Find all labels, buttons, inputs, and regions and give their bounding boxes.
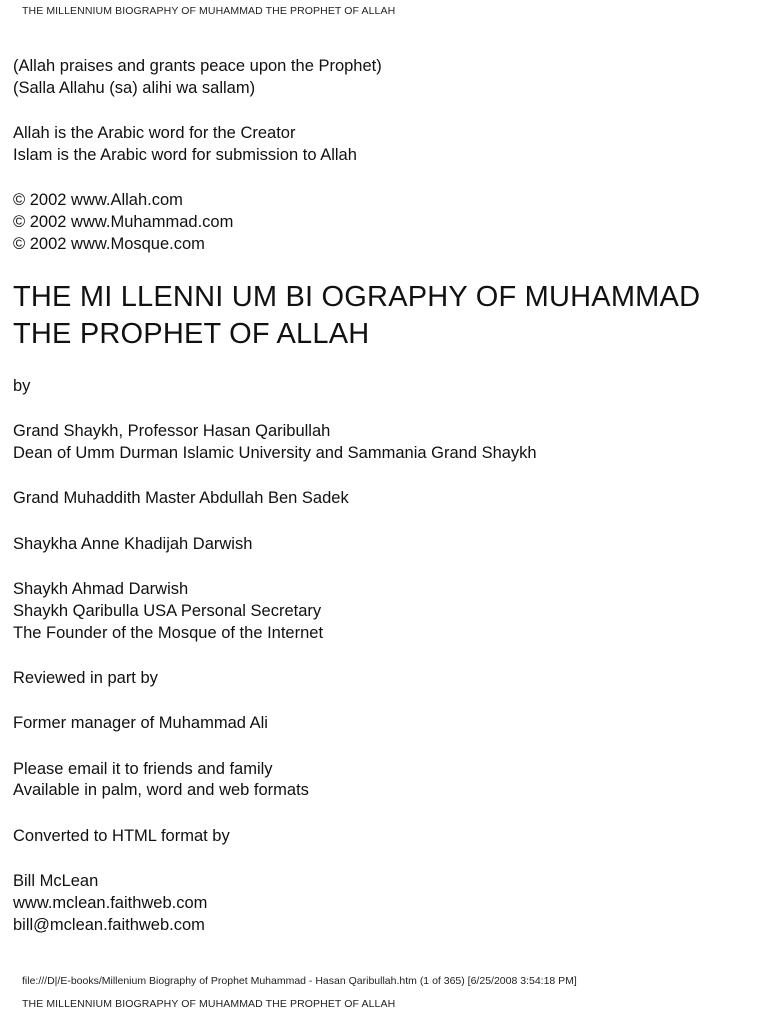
file-path-footer: file:///D|/E-books/Millenium Biography of Prophet Muhammad - Hasan Qaribullah.htm (1 of 365) [6/25/2008 3:54:18 PM] [22,975,577,987]
author-name: Grand Muhaddith Master Abdullah Ben Sadek [13,489,349,508]
author-block [13,421,758,465]
salutation-line: (Salla Allahu (sa) alihi wa sallam) [13,78,256,97]
definitions-block [13,123,758,167]
copyright-line: © 2002 www.Allah.com [13,191,183,210]
definition-line: Allah is the Arabic word for the Creator [13,124,296,143]
copyright-line: © 2002 www.Muhammad.com [13,212,234,231]
running-header: THE MILLENNIUM BIOGRAPHY OF MUHAMMAD THE PROPHET OF ALLAH [22,5,396,17]
salutation-line: (Allah praises and grants peace upon the Prophet) [13,57,382,75]
book-title-line: THE PROPHET OF ALLAH [13,317,370,350]
distribution-line: Available in palm, word and web formats [13,781,309,800]
author-role: The Founder of the Mosque of the Internet [13,623,324,642]
by-label: by [13,377,31,396]
reviewed-by-label: Reviewed in part by [13,668,158,687]
book-title-line: THE MI LLENNI UM BI OGRAPHY OF MUHAMMAD [13,281,701,314]
converter-email: bill@mclean.faithweb.com [13,915,205,934]
page-body [13,56,758,960]
distribution-note [13,759,758,803]
salutation-block [13,56,758,100]
author-block [13,579,758,644]
running-footer: THE MILLENNIUM BIOGRAPHY OF MUHAMMAD THE PROPHET OF ALLAH [22,998,396,1010]
copyright-block [13,190,758,255]
converter-name: Bill McLean [13,871,99,890]
converted-by-label: Converted to HTML format by [13,826,230,845]
author-name: Grand Shaykh, Professor Hasan Qaribullah [13,422,331,441]
converter-block [13,871,758,936]
book-title [13,279,758,352]
converter-website: www.mclean.faithweb.com [13,893,208,912]
author-role: Shaykh Qaribulla USA Personal Secretary [13,601,322,620]
distribution-line: Please email it to friends and family [13,759,273,778]
author-name: Shaykha Anne Khadijah Darwish [13,534,253,553]
reviewer-name: Former manager of Muhammad Ali [13,714,268,733]
author-role: Dean of Umm Durman Islamic University and Sammania Grand Shaykh [13,444,537,463]
copyright-line: © 2002 www.Mosque.com [13,234,205,253]
definition-line: Islam is the Arabic word for submission to Allah [13,145,357,164]
author-name: Shaykh Ahmad Darwish [13,580,189,599]
